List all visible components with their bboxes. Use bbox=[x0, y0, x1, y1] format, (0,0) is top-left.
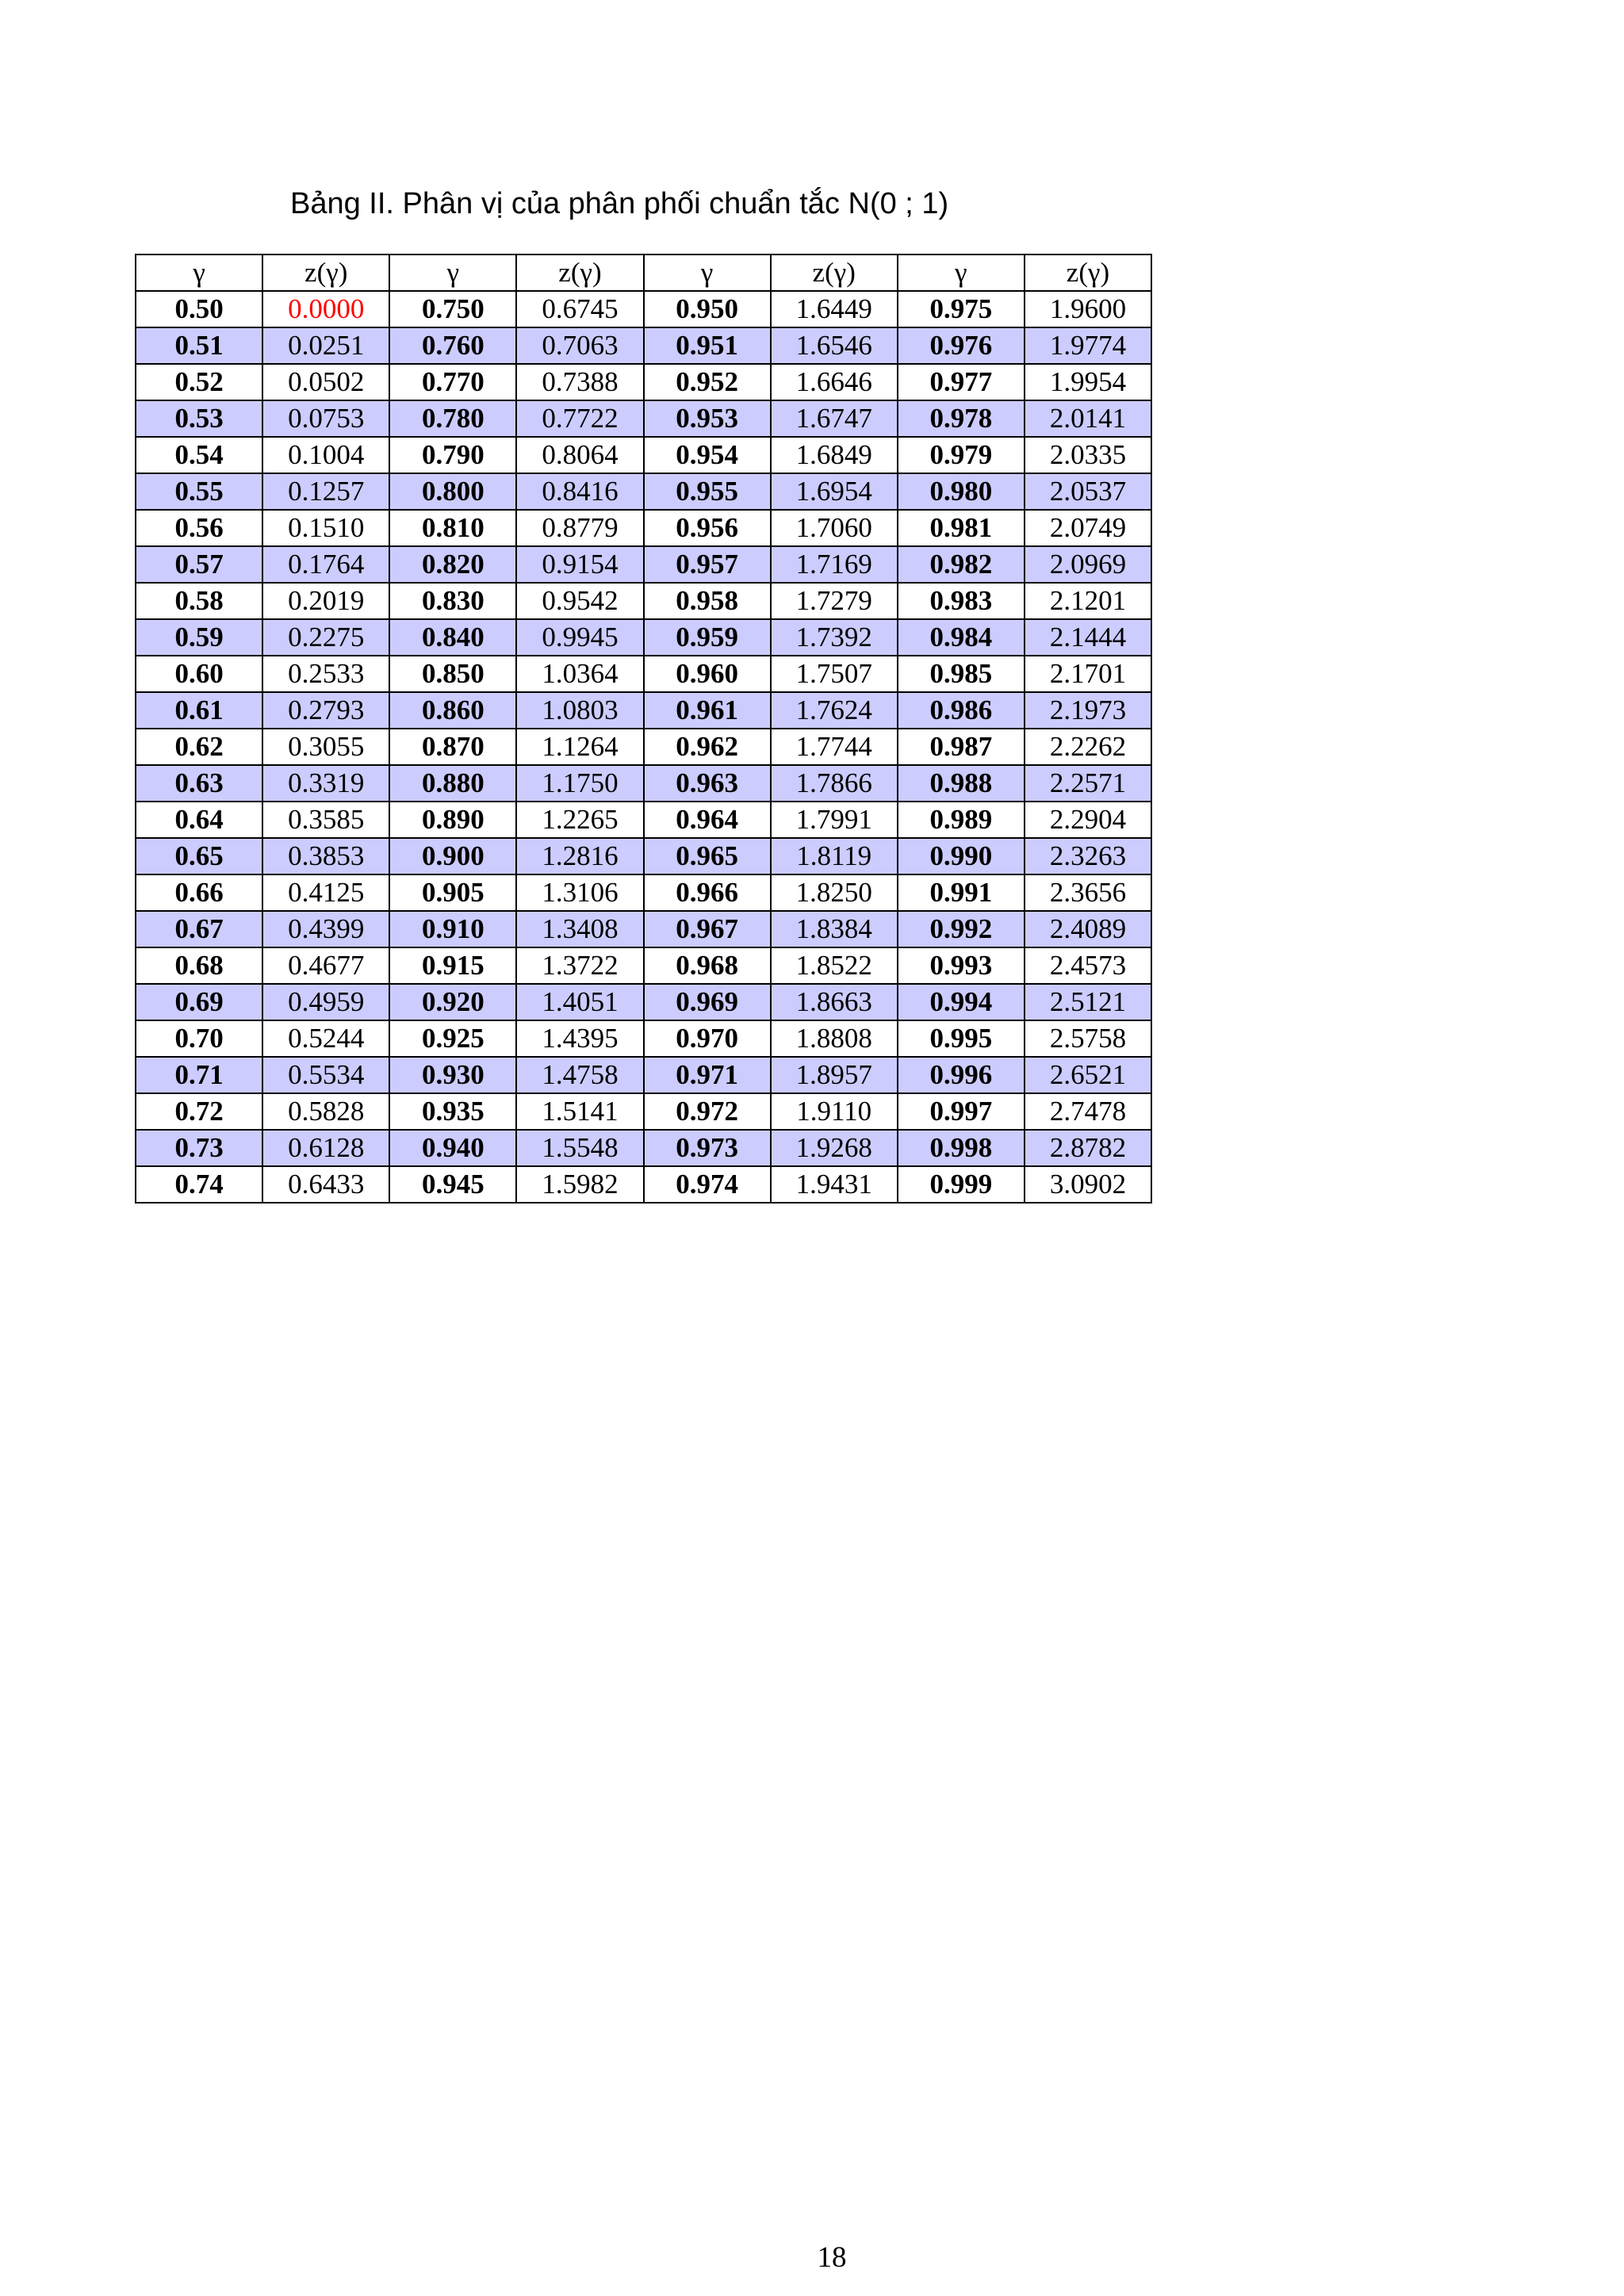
z-value-cell: 2.1201 bbox=[1025, 583, 1151, 619]
z-value-cell: 1.8250 bbox=[771, 874, 898, 911]
table-row bbox=[136, 874, 1151, 911]
quantile-table-container bbox=[135, 254, 1152, 1203]
table-row bbox=[136, 656, 1151, 692]
gamma-cell: 0.66 bbox=[136, 874, 262, 911]
table-row bbox=[136, 1093, 1151, 1130]
gamma-cell: 0.981 bbox=[898, 510, 1025, 546]
z-value-cell: 0.4677 bbox=[262, 947, 389, 984]
z-value-cell: 0.8779 bbox=[516, 510, 643, 546]
z-value-cell: 1.8522 bbox=[771, 947, 898, 984]
z-value-cell: 0.6433 bbox=[262, 1166, 389, 1203]
z-value-cell: 0.3853 bbox=[262, 838, 389, 874]
gamma-cell: 0.60 bbox=[136, 656, 262, 692]
gamma-cell: 0.880 bbox=[389, 765, 516, 802]
z-value-cell: 1.9268 bbox=[771, 1130, 898, 1166]
z-value-cell: 2.2262 bbox=[1025, 729, 1151, 765]
gamma-cell: 0.984 bbox=[898, 619, 1025, 656]
z-value-cell: 1.7507 bbox=[771, 656, 898, 692]
z-value-cell: 0.2793 bbox=[262, 692, 389, 729]
z-value-cell: 0.9154 bbox=[516, 546, 643, 583]
z-value-cell: 1.3722 bbox=[516, 947, 643, 984]
table-body bbox=[136, 291, 1151, 1203]
z-value-cell: 1.7169 bbox=[771, 546, 898, 583]
z-value-cell: 2.4089 bbox=[1025, 911, 1151, 947]
gamma-cell: 0.964 bbox=[644, 802, 771, 838]
gamma-cell: 0.915 bbox=[389, 947, 516, 984]
z-value-cell: 0.0502 bbox=[262, 364, 389, 400]
header-row bbox=[136, 254, 1151, 291]
header-z-gamma: z(γ) bbox=[262, 254, 389, 291]
gamma-cell: 0.970 bbox=[644, 1020, 771, 1057]
gamma-cell: 0.70 bbox=[136, 1020, 262, 1057]
z-value-cell: 2.1701 bbox=[1025, 656, 1151, 692]
gamma-cell: 0.979 bbox=[898, 437, 1025, 473]
gamma-cell: 0.966 bbox=[644, 874, 771, 911]
gamma-cell: 0.74 bbox=[136, 1166, 262, 1203]
table-row bbox=[136, 546, 1151, 583]
z-value-cell: 1.9954 bbox=[1025, 364, 1151, 400]
gamma-cell: 0.940 bbox=[389, 1130, 516, 1166]
gamma-cell: 0.56 bbox=[136, 510, 262, 546]
gamma-cell: 0.820 bbox=[389, 546, 516, 583]
z-value-cell: 0.7722 bbox=[516, 400, 643, 437]
gamma-cell: 0.978 bbox=[898, 400, 1025, 437]
gamma-cell: 0.780 bbox=[389, 400, 516, 437]
z-value-cell: 1.0364 bbox=[516, 656, 643, 692]
z-value-cell: 2.6521 bbox=[1025, 1057, 1151, 1093]
gamma-cell: 0.967 bbox=[644, 911, 771, 947]
gamma-cell: 0.950 bbox=[644, 291, 771, 327]
gamma-cell: 0.73 bbox=[136, 1130, 262, 1166]
gamma-cell: 0.974 bbox=[644, 1166, 771, 1203]
header-gamma: γ bbox=[644, 254, 771, 291]
table-row bbox=[136, 583, 1151, 619]
gamma-cell: 0.993 bbox=[898, 947, 1025, 984]
z-value-cell: 1.2265 bbox=[516, 802, 643, 838]
table-row bbox=[136, 729, 1151, 765]
header-z-gamma: z(γ) bbox=[516, 254, 643, 291]
gamma-cell: 0.976 bbox=[898, 327, 1025, 364]
z-value-cell: 0.5828 bbox=[262, 1093, 389, 1130]
gamma-cell: 0.62 bbox=[136, 729, 262, 765]
gamma-cell: 0.954 bbox=[644, 437, 771, 473]
gamma-cell: 0.68 bbox=[136, 947, 262, 984]
gamma-cell: 0.961 bbox=[644, 692, 771, 729]
table-row bbox=[136, 473, 1151, 510]
z-value-cell: 0.0251 bbox=[262, 327, 389, 364]
z-value-cell: 1.8119 bbox=[771, 838, 898, 874]
z-value-cell: 1.9774 bbox=[1025, 327, 1151, 364]
gamma-cell: 0.71 bbox=[136, 1057, 262, 1093]
z-value-cell: 2.1444 bbox=[1025, 619, 1151, 656]
gamma-cell: 0.72 bbox=[136, 1093, 262, 1130]
table-row bbox=[136, 291, 1151, 327]
z-value-cell: 1.5982 bbox=[516, 1166, 643, 1203]
z-value-cell: 1.0803 bbox=[516, 692, 643, 729]
z-value-cell: 1.8663 bbox=[771, 984, 898, 1020]
gamma-cell: 0.972 bbox=[644, 1093, 771, 1130]
gamma-cell: 0.57 bbox=[136, 546, 262, 583]
gamma-cell: 0.959 bbox=[644, 619, 771, 656]
gamma-cell: 0.850 bbox=[389, 656, 516, 692]
z-value-cell: 2.5758 bbox=[1025, 1020, 1151, 1057]
z-value-cell: 1.7279 bbox=[771, 583, 898, 619]
table-header bbox=[136, 254, 1151, 291]
gamma-cell: 0.977 bbox=[898, 364, 1025, 400]
gamma-cell: 0.810 bbox=[389, 510, 516, 546]
z-value-cell: 0.8064 bbox=[516, 437, 643, 473]
z-value-cell: 1.6546 bbox=[771, 327, 898, 364]
gamma-cell: 0.61 bbox=[136, 692, 262, 729]
gamma-cell: 0.860 bbox=[389, 692, 516, 729]
z-value-cell: 1.9110 bbox=[771, 1093, 898, 1130]
table-row bbox=[136, 327, 1151, 364]
z-value-cell: 2.5121 bbox=[1025, 984, 1151, 1020]
gamma-cell: 0.996 bbox=[898, 1057, 1025, 1093]
header-gamma: γ bbox=[136, 254, 262, 291]
table-row bbox=[136, 802, 1151, 838]
z-value-cell: 1.9600 bbox=[1025, 291, 1151, 327]
gamma-cell: 0.998 bbox=[898, 1130, 1025, 1166]
z-value-cell: 0.8416 bbox=[516, 473, 643, 510]
z-value-cell: 0.6745 bbox=[516, 291, 643, 327]
z-value-cell: 2.7478 bbox=[1025, 1093, 1151, 1130]
gamma-cell: 0.55 bbox=[136, 473, 262, 510]
gamma-cell: 0.50 bbox=[136, 291, 262, 327]
gamma-cell: 0.930 bbox=[389, 1057, 516, 1093]
gamma-cell: 0.960 bbox=[644, 656, 771, 692]
z-value-cell: 1.5141 bbox=[516, 1093, 643, 1130]
gamma-cell: 0.969 bbox=[644, 984, 771, 1020]
z-value-cell: 0.7388 bbox=[516, 364, 643, 400]
gamma-cell: 0.988 bbox=[898, 765, 1025, 802]
table-row bbox=[136, 400, 1151, 437]
z-value-cell: 1.3106 bbox=[516, 874, 643, 911]
gamma-cell: 0.870 bbox=[389, 729, 516, 765]
z-value-cell: 1.7991 bbox=[771, 802, 898, 838]
z-value-cell: 0.1764 bbox=[262, 546, 389, 583]
z-value-cell: 2.3263 bbox=[1025, 838, 1151, 874]
header-gamma: γ bbox=[898, 254, 1025, 291]
z-value-cell: 0.3585 bbox=[262, 802, 389, 838]
z-value-cell: 0.6128 bbox=[262, 1130, 389, 1166]
z-value-cell: 0.4125 bbox=[262, 874, 389, 911]
z-value-cell: 1.7866 bbox=[771, 765, 898, 802]
z-value-cell: 1.8957 bbox=[771, 1057, 898, 1093]
page-number: 18 bbox=[817, 2241, 847, 2274]
z-value-cell: 0.2019 bbox=[262, 583, 389, 619]
table-row bbox=[136, 1057, 1151, 1093]
gamma-cell: 0.52 bbox=[136, 364, 262, 400]
gamma-cell: 0.770 bbox=[389, 364, 516, 400]
gamma-cell: 0.980 bbox=[898, 473, 1025, 510]
table-row bbox=[136, 838, 1151, 874]
z-value-cell: 1.7060 bbox=[771, 510, 898, 546]
z-value-cell: 1.6646 bbox=[771, 364, 898, 400]
gamma-cell: 0.986 bbox=[898, 692, 1025, 729]
z-value-cell: 1.4051 bbox=[516, 984, 643, 1020]
gamma-cell: 0.900 bbox=[389, 838, 516, 874]
gamma-cell: 0.994 bbox=[898, 984, 1025, 1020]
z-value-cell: 1.7744 bbox=[771, 729, 898, 765]
gamma-cell: 0.952 bbox=[644, 364, 771, 400]
table-row bbox=[136, 619, 1151, 656]
z-value-cell: 2.2904 bbox=[1025, 802, 1151, 838]
z-value-cell: 0.0753 bbox=[262, 400, 389, 437]
z-value-cell: 1.6747 bbox=[771, 400, 898, 437]
z-value-cell: 1.6954 bbox=[771, 473, 898, 510]
table-row bbox=[136, 1020, 1151, 1057]
gamma-cell: 0.968 bbox=[644, 947, 771, 984]
table-row bbox=[136, 1166, 1151, 1203]
z-value-cell: 0.2533 bbox=[262, 656, 389, 692]
z-value-cell: 1.7392 bbox=[771, 619, 898, 656]
z-value-cell: 1.6849 bbox=[771, 437, 898, 473]
z-value-cell: 0.4959 bbox=[262, 984, 389, 1020]
gamma-cell: 0.956 bbox=[644, 510, 771, 546]
page-title: Bảng II. Phân vị của phân phối chuẩn tắc N(0 ; 1) bbox=[290, 187, 949, 220]
z-value-cell: 0.9542 bbox=[516, 583, 643, 619]
gamma-cell: 0.790 bbox=[389, 437, 516, 473]
gamma-cell: 0.760 bbox=[389, 327, 516, 364]
gamma-cell: 0.53 bbox=[136, 400, 262, 437]
gamma-cell: 0.945 bbox=[389, 1166, 516, 1203]
z-value-cell: 2.0141 bbox=[1025, 400, 1151, 437]
gamma-cell: 0.935 bbox=[389, 1093, 516, 1130]
z-value-cell: 0.7063 bbox=[516, 327, 643, 364]
gamma-cell: 0.51 bbox=[136, 327, 262, 364]
z-value-cell: 1.6449 bbox=[771, 291, 898, 327]
gamma-cell: 0.910 bbox=[389, 911, 516, 947]
z-value-cell: 0.3319 bbox=[262, 765, 389, 802]
z-value-cell: 1.2816 bbox=[516, 838, 643, 874]
gamma-cell: 0.973 bbox=[644, 1130, 771, 1166]
table-row bbox=[136, 1130, 1151, 1166]
gamma-cell: 0.54 bbox=[136, 437, 262, 473]
z-value-cell: 0.1257 bbox=[262, 473, 389, 510]
z-value-cell: 2.8782 bbox=[1025, 1130, 1151, 1166]
gamma-cell: 0.955 bbox=[644, 473, 771, 510]
gamma-cell: 0.58 bbox=[136, 583, 262, 619]
z-value-cell: 0.0000 bbox=[262, 291, 389, 327]
gamma-cell: 0.983 bbox=[898, 583, 1025, 619]
z-value-cell: 0.9945 bbox=[516, 619, 643, 656]
z-value-cell: 0.4399 bbox=[262, 911, 389, 947]
z-value-cell: 0.1510 bbox=[262, 510, 389, 546]
gamma-cell: 0.963 bbox=[644, 765, 771, 802]
gamma-cell: 0.69 bbox=[136, 984, 262, 1020]
table-row bbox=[136, 364, 1151, 400]
z-value-cell: 2.0537 bbox=[1025, 473, 1151, 510]
z-value-cell: 1.3408 bbox=[516, 911, 643, 947]
z-value-cell: 2.0969 bbox=[1025, 546, 1151, 583]
gamma-cell: 0.997 bbox=[898, 1093, 1025, 1130]
table-row bbox=[136, 437, 1151, 473]
table-row bbox=[136, 984, 1151, 1020]
table-row bbox=[136, 947, 1151, 984]
gamma-cell: 0.830 bbox=[389, 583, 516, 619]
z-value-cell: 0.3055 bbox=[262, 729, 389, 765]
gamma-cell: 0.750 bbox=[389, 291, 516, 327]
gamma-cell: 0.985 bbox=[898, 656, 1025, 692]
z-value-cell: 0.2275 bbox=[262, 619, 389, 656]
z-value-cell: 0.5534 bbox=[262, 1057, 389, 1093]
gamma-cell: 0.990 bbox=[898, 838, 1025, 874]
z-value-cell: 2.1973 bbox=[1025, 692, 1151, 729]
gamma-cell: 0.800 bbox=[389, 473, 516, 510]
gamma-cell: 0.999 bbox=[898, 1166, 1025, 1203]
z-value-cell: 3.0902 bbox=[1025, 1166, 1151, 1203]
table-row bbox=[136, 911, 1151, 947]
gamma-cell: 0.971 bbox=[644, 1057, 771, 1093]
table-row bbox=[136, 692, 1151, 729]
z-value-cell: 1.7624 bbox=[771, 692, 898, 729]
gamma-cell: 0.992 bbox=[898, 911, 1025, 947]
gamma-cell: 0.958 bbox=[644, 583, 771, 619]
z-value-cell: 0.1004 bbox=[262, 437, 389, 473]
gamma-cell: 0.59 bbox=[136, 619, 262, 656]
gamma-cell: 0.962 bbox=[644, 729, 771, 765]
z-value-cell: 0.5244 bbox=[262, 1020, 389, 1057]
gamma-cell: 0.965 bbox=[644, 838, 771, 874]
z-value-cell: 1.1750 bbox=[516, 765, 643, 802]
gamma-cell: 0.982 bbox=[898, 546, 1025, 583]
gamma-cell: 0.975 bbox=[898, 291, 1025, 327]
z-value-cell: 2.3656 bbox=[1025, 874, 1151, 911]
gamma-cell: 0.65 bbox=[136, 838, 262, 874]
z-value-cell: 1.4395 bbox=[516, 1020, 643, 1057]
z-value-cell: 2.0335 bbox=[1025, 437, 1151, 473]
gamma-cell: 0.890 bbox=[389, 802, 516, 838]
gamma-cell: 0.987 bbox=[898, 729, 1025, 765]
table-row bbox=[136, 510, 1151, 546]
z-value-cell: 2.2571 bbox=[1025, 765, 1151, 802]
z-value-cell: 1.1264 bbox=[516, 729, 643, 765]
z-value-cell: 1.4758 bbox=[516, 1057, 643, 1093]
gamma-cell: 0.67 bbox=[136, 911, 262, 947]
table-row bbox=[136, 765, 1151, 802]
header-z-gamma: z(γ) bbox=[771, 254, 898, 291]
gamma-cell: 0.920 bbox=[389, 984, 516, 1020]
gamma-cell: 0.995 bbox=[898, 1020, 1025, 1057]
gamma-cell: 0.840 bbox=[389, 619, 516, 656]
gamma-cell: 0.905 bbox=[389, 874, 516, 911]
gamma-cell: 0.991 bbox=[898, 874, 1025, 911]
gamma-cell: 0.925 bbox=[389, 1020, 516, 1057]
z-value-cell: 1.8808 bbox=[771, 1020, 898, 1057]
gamma-cell: 0.63 bbox=[136, 765, 262, 802]
header-z-gamma: z(γ) bbox=[1025, 254, 1151, 291]
gamma-cell: 0.957 bbox=[644, 546, 771, 583]
z-value-cell: 1.5548 bbox=[516, 1130, 643, 1166]
gamma-cell: 0.951 bbox=[644, 327, 771, 364]
quantile-table bbox=[135, 254, 1152, 1203]
z-value-cell: 1.9431 bbox=[771, 1166, 898, 1203]
gamma-cell: 0.953 bbox=[644, 400, 771, 437]
gamma-cell: 0.64 bbox=[136, 802, 262, 838]
gamma-cell: 0.989 bbox=[898, 802, 1025, 838]
z-value-cell: 1.8384 bbox=[771, 911, 898, 947]
z-value-cell: 2.4573 bbox=[1025, 947, 1151, 984]
z-value-cell: 2.0749 bbox=[1025, 510, 1151, 546]
header-gamma: γ bbox=[389, 254, 516, 291]
